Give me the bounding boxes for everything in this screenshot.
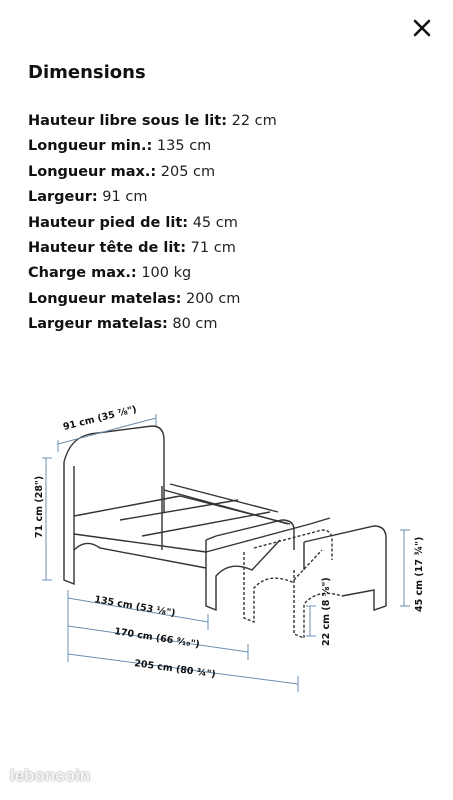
length-max-dimension-label: 205 cm (80 ¾") [133, 658, 217, 681]
section-title: Dimensions [28, 62, 146, 83]
spec-row-width: Largeur: 91 cm [28, 189, 148, 206]
width-dimension-label: 91 cm (35 ⅞") [62, 404, 138, 433]
dimensions-list [28, 111, 438, 340]
head-height-dimension-label: 71 cm (28") [34, 475, 45, 538]
spec-row-length-max: Longueur max.: 205 cm [28, 163, 216, 180]
clearance-dimension-label: 22 cm (8 ⅝") [321, 577, 332, 646]
foot-height-dimension-label: 45 cm (17 ¾") [414, 536, 425, 612]
leboncoin-watermark: leboncoin [10, 766, 91, 785]
length-mid-dimension-label: 170 cm (66 ⁹⁄₁₀") [113, 626, 201, 651]
bed-dimension-diagram [30, 400, 430, 720]
spec-row-max-load: Charge max.: 100 kg [28, 265, 192, 282]
length-min-dimension-label: 135 cm (53 ⅛") [93, 594, 177, 620]
dimension-lines [42, 414, 410, 692]
spec-row-mattress-width: Largeur matelas: 80 cm [28, 316, 218, 333]
close-icon [413, 19, 431, 37]
spec-row-head-height: Hauteur tête de lit: 71 cm [28, 239, 236, 256]
spec-row-length-min: Longueur min.: 135 cm [28, 138, 212, 155]
spec-row-foot-height: Hauteur pied de lit: 45 cm [28, 214, 238, 231]
close-button[interactable] [408, 14, 436, 42]
spec-row-clearance: Hauteur libre sous le lit: 22 cm [28, 113, 277, 129]
spec-row-mattress-length: Longueur matelas: 200 cm [28, 290, 241, 307]
